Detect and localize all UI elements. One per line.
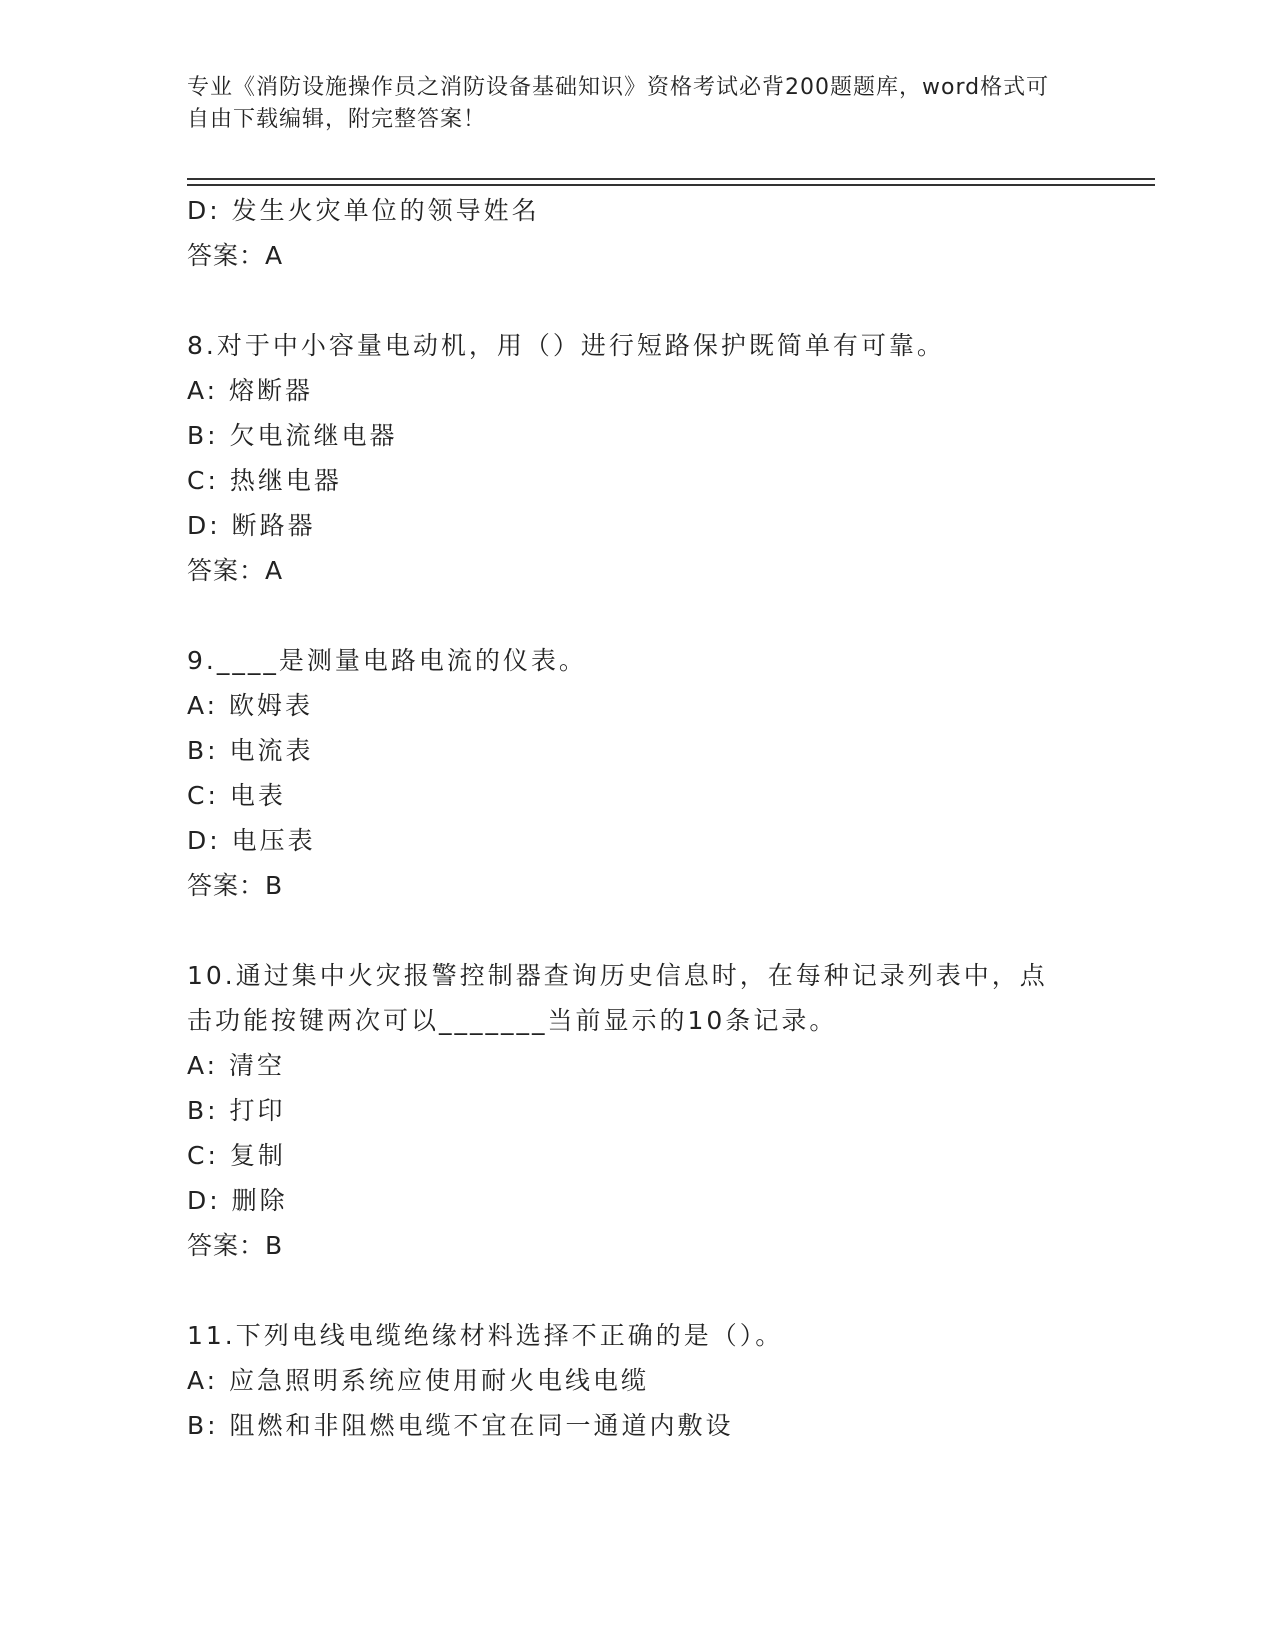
q10-option-a: A: 清空 [187, 1051, 286, 1080]
header-divider-top [187, 178, 1155, 180]
q9-option-b: B: 电流表 [187, 736, 314, 765]
prev-option-d: D: 发生火灾单位的领导姓名 [187, 196, 540, 225]
question-list [187, 188, 1087, 1448]
q10-stem-line1: 10.通过集中火灾报警控制器查询历史信息时，在每种记录列表中，点 [187, 961, 1048, 990]
q10-option-d: D: 删除 [187, 1186, 288, 1215]
q9-option-c: C: 电表 [187, 781, 286, 810]
prev-answer: 答案：A [187, 241, 284, 270]
q8-stem: 8.对于中小容量电动机，用（）进行短路保护既简单有可靠。 [187, 331, 945, 360]
q10-stem-line2: 击功能按键两次可以_______当前显示的10条记录。 [187, 1006, 838, 1035]
q10-answer: 答案：B [187, 1231, 284, 1260]
q8-option-b: B: 欠电流继电器 [187, 421, 398, 450]
q11-option-b: B: 阻燃和非阻燃电缆不宜在同一通道内敷设 [187, 1411, 734, 1440]
q10-option-b: B: 打印 [187, 1096, 286, 1125]
q10-option-c: C: 复制 [187, 1141, 286, 1170]
q8-option-c: C: 热继电器 [187, 466, 342, 495]
q9-stem: 9.____是测量电路电流的仪表。 [187, 646, 587, 675]
q8-option-a: A: 熔断器 [187, 376, 314, 405]
q9-option-d: D: 电压表 [187, 826, 316, 855]
q11-option-a: A: 应急照明系统应使用耐火电线电缆 [187, 1366, 650, 1395]
q11-stem: 11.下列电线电缆绝缘材料选择不正确的是（）。 [187, 1321, 784, 1350]
q8-option-d: D: 断路器 [187, 511, 316, 540]
header-divider-bottom [187, 184, 1155, 186]
q9-option-a: A: 欧姆表 [187, 691, 314, 720]
q8-answer: 答案：A [187, 556, 284, 585]
q9-answer: 答案：B [187, 871, 284, 900]
document-header: 专业《消防设施操作员之消防设备基础知识》资格考试必背200题题库，word格式可自由下载编辑，附完整答案！ [187, 75, 1050, 132]
